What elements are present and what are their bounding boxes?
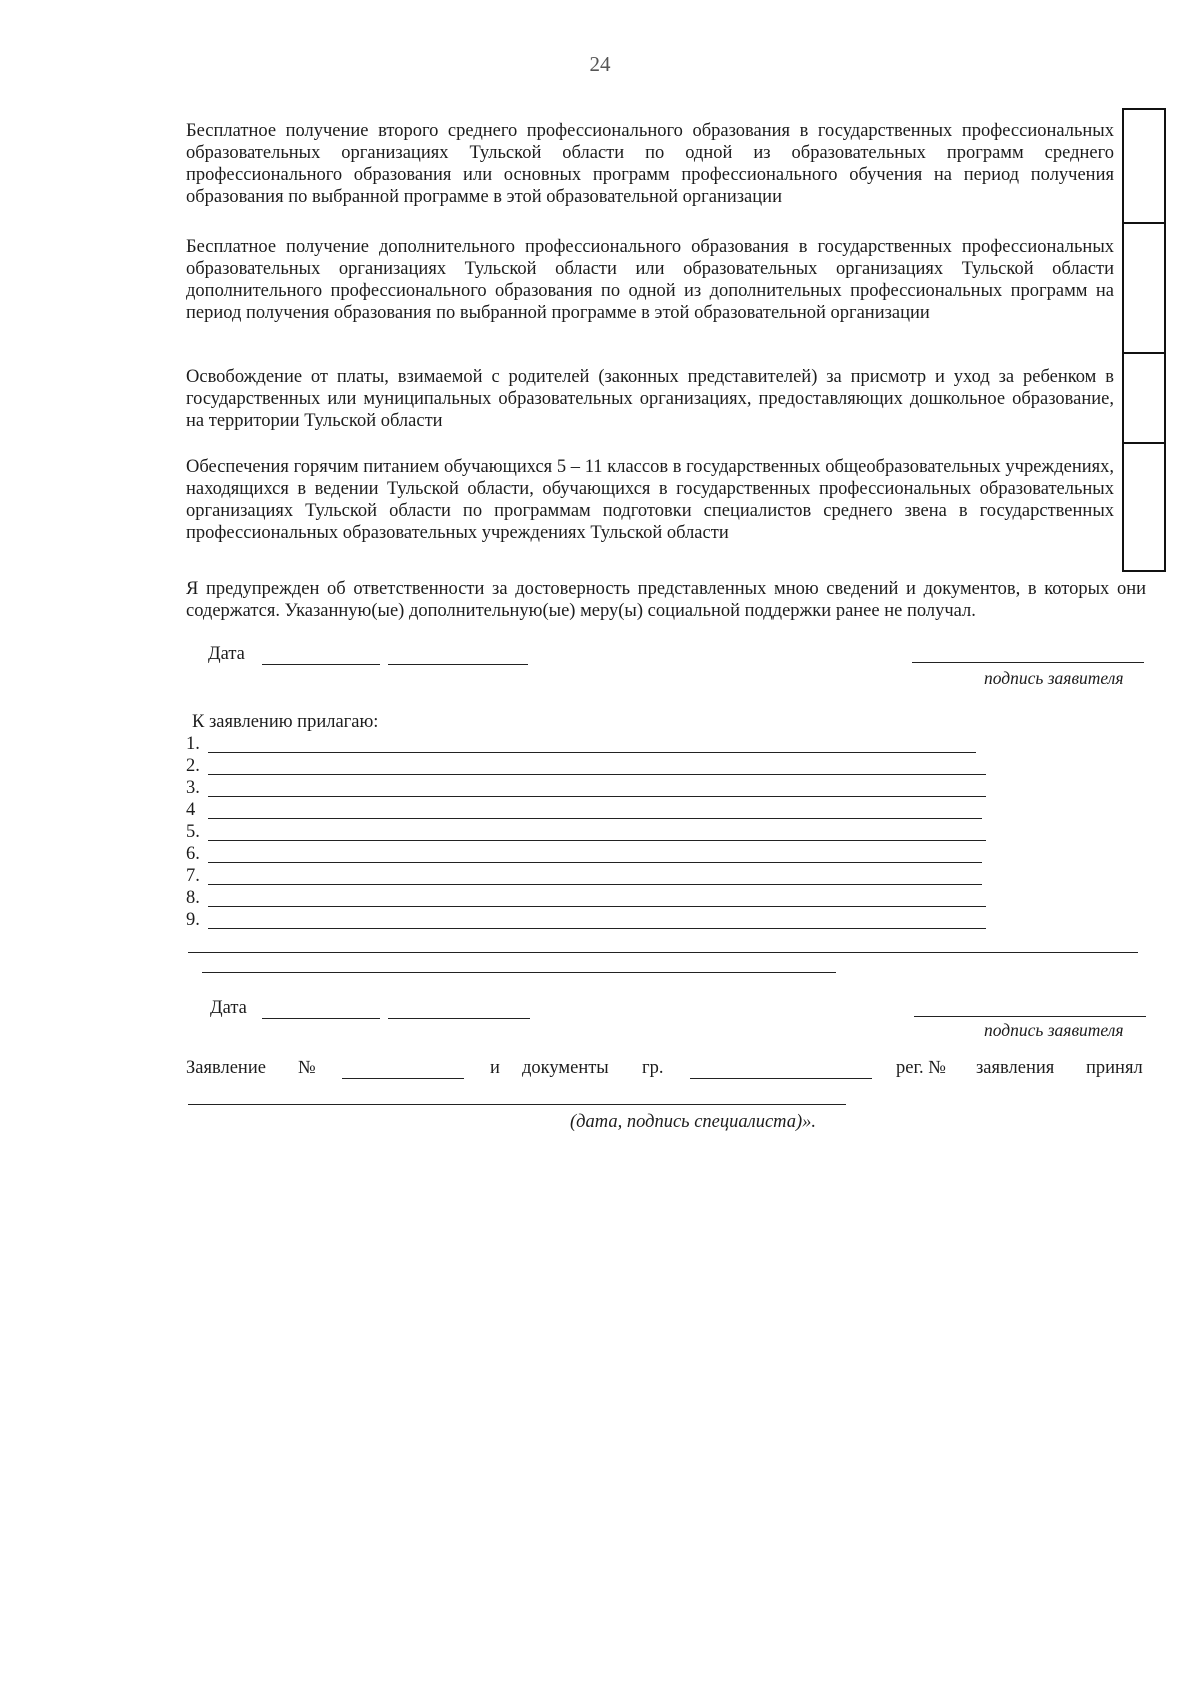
statement-number-field[interactable] [342,1078,464,1079]
option-text: Обеспечения горячим питанием обучающихся 5 – 11 классов в государственных общеобразовательных учреждениях, находящихся в ведении Тульской области, обучающихся в государственных профессиональных образовательных организациях Тульской области по программам подготовки специалистов среднего звена в государственных профессиональных образовательных учреждениях Тульской области [186,457,1114,543]
specialist-caption: (дата, подпись специалиста)». [570,1112,817,1132]
documents-label: документы [522,1058,609,1078]
attachment-field[interactable] [208,906,986,907]
option-preschool-fee-exemption [186,352,1186,442]
attachment-field[interactable] [208,818,982,819]
gr-label: гр. [642,1058,664,1078]
support-options [186,108,1186,572]
attachment-field[interactable] [208,884,982,885]
of-statement-label: заявления [976,1058,1055,1078]
attachment-field[interactable] [208,752,976,753]
option-checkbox[interactable] [1122,108,1166,222]
attachment-number: 9. [186,910,200,930]
responsibility-warning: Я предупрежден об ответственности за достоверность представленных мною сведений и документов, в которых они содержатся. Указанную(ые) дополнительную(ые) меру(ы) социальной поддержки ранее не получал. [186,579,1146,621]
statement-label: Заявление [186,1058,266,1078]
option-text: Бесплатное получение второго среднего профессионального образования в государственных профессиональных образовательных организациях Тульской области по одной из образовательных программ среднего профессионального образования или основных программ профессионального обучения на период получения образования по выбранной программе в этой образовательной организации [186,121,1114,207]
option-checkbox[interactable] [1122,352,1166,442]
date-label: Дата [210,998,247,1018]
option-checkbox[interactable] [1122,442,1166,572]
attachment-item [186,910,986,932]
attachment-field[interactable] [208,796,986,797]
date-field-rest[interactable] [388,1018,530,1019]
attachment-number: 6. [186,844,200,864]
attachment-item [186,844,986,866]
page-number: 24 [589,52,611,76]
signature-field[interactable] [912,662,1144,663]
and-label: и [490,1058,500,1078]
attachment-item [186,822,986,844]
date-field-day[interactable] [262,1018,380,1019]
attachment-item [186,800,986,822]
specialist-field[interactable] [188,1104,846,1105]
attachment-number: 1. [186,734,200,754]
attachment-number: 3. [186,778,200,798]
reg-no-label: рег. № [896,1058,946,1078]
attachment-number: 7. [186,866,200,886]
attachment-field[interactable] [208,774,986,775]
date-field-rest[interactable] [388,664,528,665]
attachment-number: 4 [186,800,196,820]
attachment-number: 8. [186,888,200,908]
attachment-field[interactable] [208,928,986,929]
signature-field[interactable] [914,1016,1146,1017]
attachment-item [186,888,986,910]
attachment-item [186,734,986,756]
option-text: Бесплатное получение дополнительного профессионального образования в государственных профессиональных образовательных организациях Тульской области или образовательных организациях Тульской области дополнительного профессионального образования по одной из дополнительных профессиональных программ на период получения образования по выбранной программе в этой образовательной организации [186,237,1114,323]
option-text: Освобождение от платы, взимаемой с родителей (законных представителей) за присмотр и уход за ребенком в государственных или муниципальных образовательных организациях, предоставляющих дошкольное образование, на территории Тульской области [186,367,1114,431]
attachments-title: К заявлению прилагаю: [192,712,379,732]
option-checkbox[interactable] [1122,222,1166,352]
accepted-label: принял [1086,1058,1143,1078]
date-field-day[interactable] [262,664,380,665]
signature-caption: подпись заявителя [984,668,1124,688]
attachment-item [186,778,986,800]
attachment-extra-line[interactable] [188,952,1138,953]
option-additional-professional-education [186,222,1186,352]
attachment-extra-line[interactable] [202,972,836,973]
number-sign-label: № [298,1058,316,1078]
attachment-number: 2. [186,756,200,776]
signature-caption: подпись заявителя [984,1020,1124,1040]
attachment-item [186,756,986,778]
option-hot-meals [186,442,1186,572]
citizen-name-field[interactable] [690,1078,872,1079]
date-label: Дата [208,644,245,664]
attachment-number: 5. [186,822,200,842]
attachment-field[interactable] [208,840,986,841]
attachment-item [186,866,986,888]
option-second-secondary-education [186,108,1186,222]
attachment-field[interactable] [208,862,982,863]
